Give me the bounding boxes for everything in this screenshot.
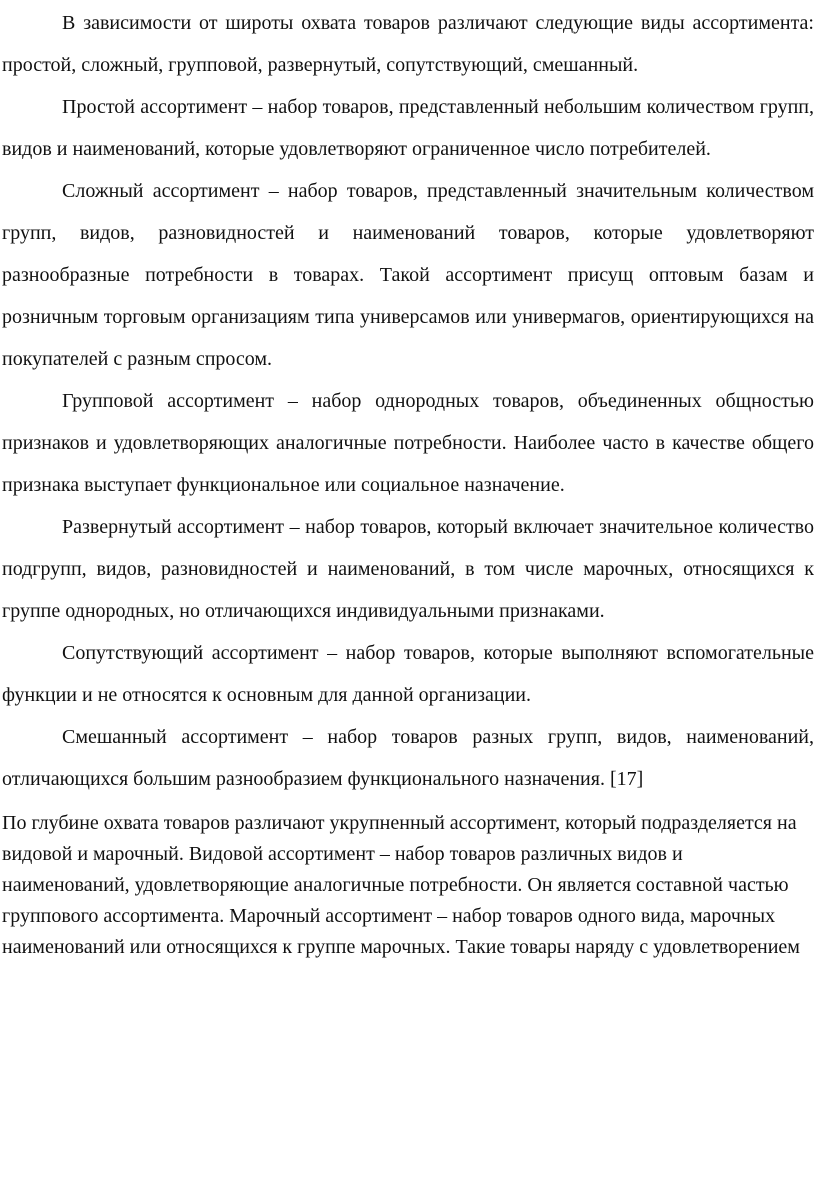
paragraph-mixed-assortment: Смешанный ассортимент – набор товаров разных групп, видов, наименований, отличающихся большим разнообразием функционального назначения. [17] [2, 726, 814, 790]
paragraph-assortment-types: В зависимости от широты охвата товаров различают следующие виды ассортимента: простой, сложный, групповой, развернутый, сопутствующий, смешанный. [2, 12, 814, 76]
paragraph-complex-assortment: Сложный ассортимент – набор товаров, представленный значительным количеством групп, видов, разновидностей и наименований товаров, которые удовлетворяют разнообразные потребности в товарах. Такой ассортимент присущ оптовым базам и розничным торговым организациям типа универсамов или универмагов, ориентирующихся на покупателей с разным спросом. [2, 180, 814, 370]
paragraph-expanded-assortment: Развернутый ассортимент – набор товаров, который включает значительное количество подгрупп, видов, разновидностей и наименований, в том числе марочных, относящихся к группе однородных, но отличающихся индивидуальными признаками. [2, 516, 814, 622]
paragraph-depth-assortment: По глубине охвата товаров различают укрупненный ассортимент, который подразделяется на видовой и марочный. Видовой ассортимент – набор товаров различных видов и наименований, удовлетворяющие аналогичные потребности. Он является составной частью группового ассортимента. Марочный ассортимент – набор товаров одного вида, марочных наименований или относящихся к группе марочных. Такие товары наряду с удовлетворением [2, 812, 800, 958]
paragraph-group-assortment: Групповой ассортимент – набор однородных товаров, объединенных общностью признаков и удовлетворяющих аналогичные потребности. Наиболее часто в качестве общего признака выступает функциональное или социальное назначение. [2, 390, 814, 496]
tail-text-block [2, 808, 814, 963]
paragraph-simple-assortment: Простой ассортимент – набор товаров, представленный небольшим количеством групп, видов и наименований, которые удовлетворяют ограниченное число потребителей. [2, 96, 814, 160]
paragraph-related-assortment: Сопутствующий ассортимент – набор товаров, которые выполняют вспомогательные функции и не относятся к основным для данной организации. [2, 642, 814, 706]
main-text-block [2, 0, 814, 800]
